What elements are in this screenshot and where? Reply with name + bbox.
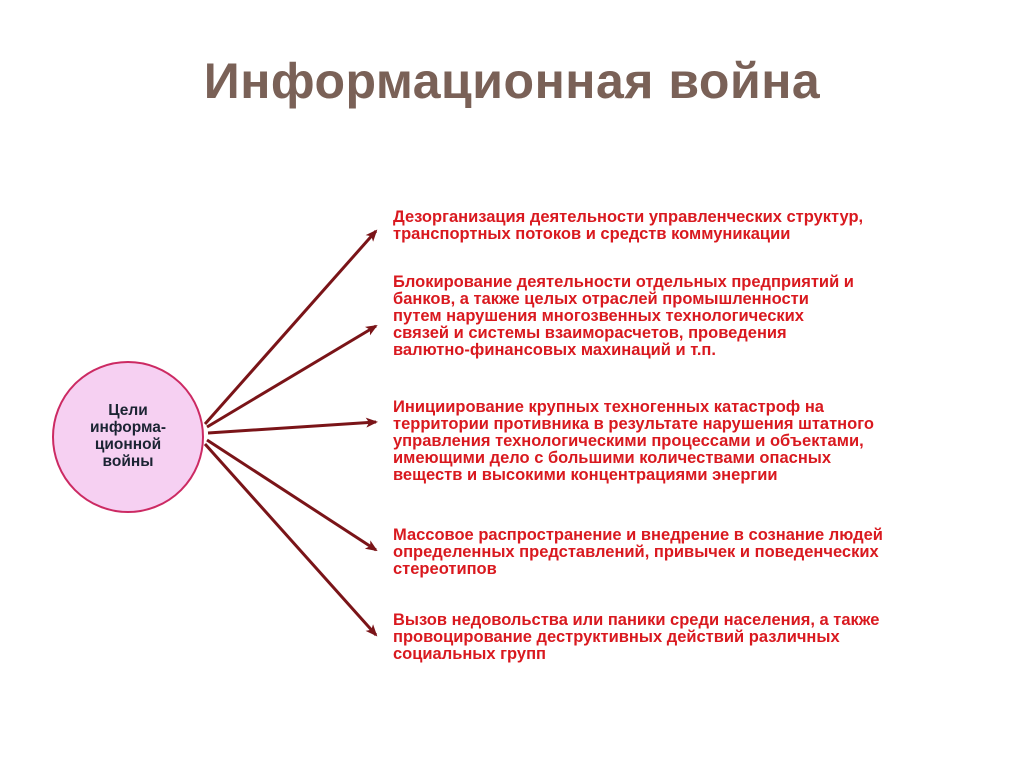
goal-item-mass-influence: Массовое распространение и внедрение в сознание людей определенных представлений, привычек и поведенческих стереотипов [393, 526, 883, 578]
arrow-to-goal-2 [207, 326, 376, 427]
center-circle [52, 361, 204, 513]
center-circle-label: Цели информа- ционной войны [89, 401, 167, 470]
arrow-to-goal-1 [205, 231, 376, 424]
arrow-to-goal-5 [205, 444, 376, 635]
page-title: Информационная война [203, 53, 821, 109]
goal-item-catastrophes: Инициирование крупных техногенных катастроф на территории противника в результате нарушения штатного управления технологическими процессами и объектами, имеющими дело с большими количествами опасных веществ и высокими концентрациями энергии [393, 398, 874, 484]
arrow-to-goal-3 [208, 422, 376, 433]
goal-item-disorganization: Дезорганизация деятельности управленческих структур, транспортных потоков и средств коммуникации [393, 208, 864, 243]
arrow-to-goal-4 [207, 440, 376, 550]
goal-item-blocking: Блокирование деятельности отдельных предприятий и банков, а также целых отраслей промышленности путем нарушения многозвенных технологических связей и системы взаиморасчетов, проведения валютно-финансовых махинаций и т.п. [393, 273, 854, 359]
goal-item-panic: Вызов недовольства или паники среди населения, а также провоцирование деструктивных действий различных социальных групп [393, 611, 880, 663]
